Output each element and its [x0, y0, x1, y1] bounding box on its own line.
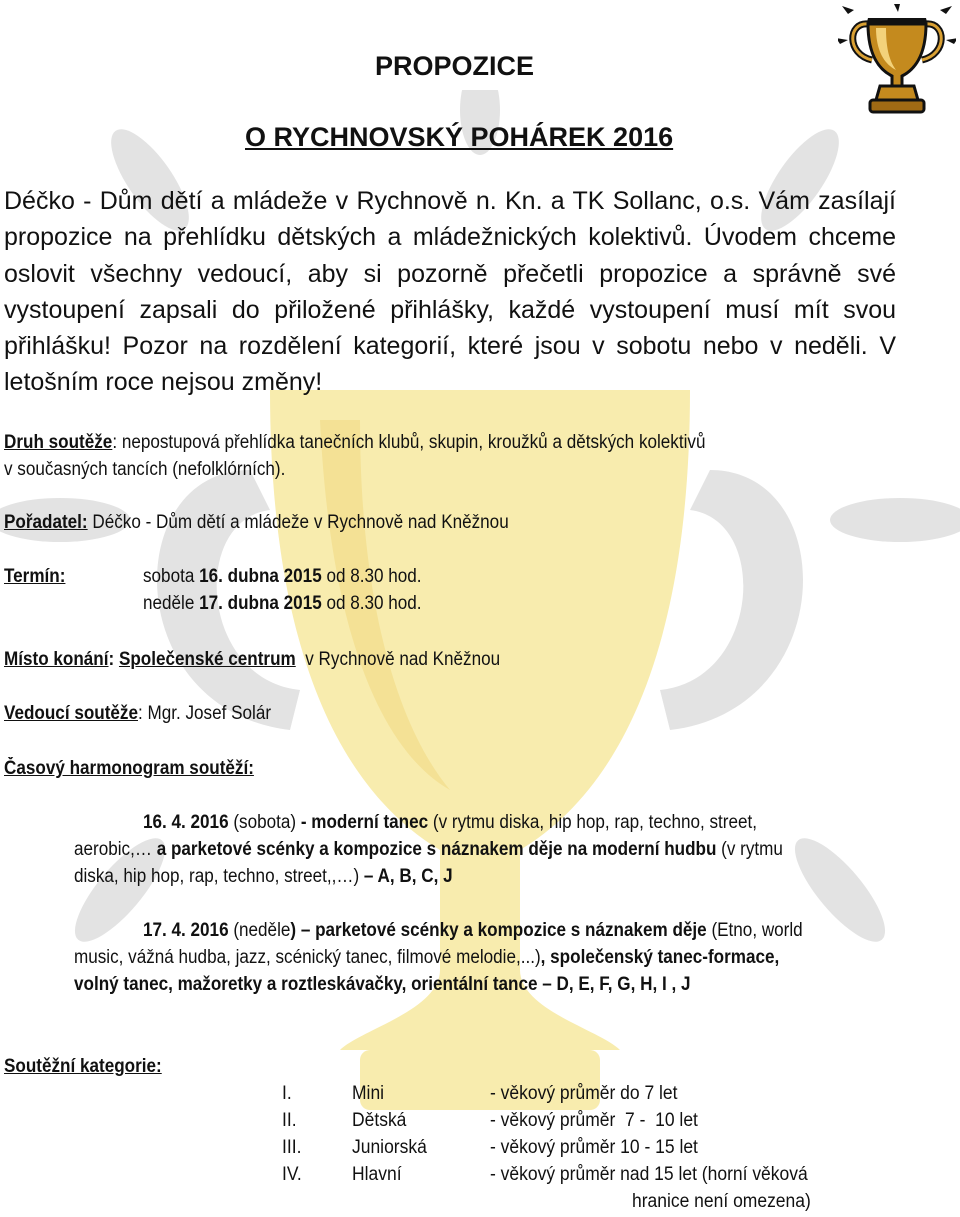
category-name: Mini	[352, 1083, 385, 1104]
vedouci-label: Vedoucí soutěže	[4, 703, 138, 724]
poradatel-text: Déčko - Dům dětí a mládeže v Rychnově nad Kněžnou	[87, 512, 509, 533]
termin-label: Termín:	[4, 566, 66, 587]
category-desc: - věkový průměr 7 - 10 let	[490, 1110, 698, 1131]
misto-label: Místo konání	[4, 649, 109, 670]
trophy-icon	[838, 4, 956, 116]
day1-line-1: 16. 4. 2016 (sobota) - moderní tanec (v rytmu diska, hip hop, rap, techno, street,	[143, 812, 758, 833]
categories-label: Soutěžní kategorie:	[4, 1056, 162, 1077]
day2-line-3: volný tanec, mažoretky a roztleskávačky, orientální tance – D, E, F, G, H, I , J	[74, 974, 691, 995]
category-desc: - věkový průměr nad 15 let (horní věková	[490, 1164, 808, 1185]
vedouci-line: Vedoucí soutěže: Mgr. Josef Solár	[4, 703, 272, 724]
misto-line: Místo konání: Společenské centrum v Rychnově nad Kněžnou	[4, 649, 501, 670]
category-name: Dětská	[352, 1110, 407, 1131]
druh-label: Druh soutěže	[4, 432, 113, 453]
category-desc: - věkový průměr do 7 let	[490, 1083, 678, 1104]
poradatel-label: Pořadatel:	[4, 512, 88, 533]
termin-sunday: neděle 17. dubna 2015 od 8.30 hod.	[143, 593, 422, 614]
day2-line-1: 17. 4. 2016 (neděle) – parketové scénky a kompozice s náznakem děje (Etno, world	[143, 920, 803, 941]
druh-text: : nepostupová přehlídka tanečních klubů, skupin, kroužků a dětských kolektivů	[112, 432, 706, 453]
page-subtitle: O RYCHNOVSKÝ POHÁREK 2016	[245, 122, 674, 152]
page-title: PROPOZICE	[375, 51, 535, 81]
day2-line-2: music, vážná hudba, jazz, scénický tanec, filmové melodie,...), společenský tanec-formace,	[74, 947, 780, 968]
day1-line-3: diska, hip hop, rap, techno, street,,…) – A, B, C, J	[74, 866, 453, 887]
category-num: IV.	[282, 1164, 302, 1185]
category-desc-continuation: hranice není omezena)	[632, 1191, 811, 1212]
druh-line-1	[4, 432, 705, 454]
day1-line-2: aerobic,… a parketové scénky a kompozice s náznakem děje na moderní hudbu (v rytmu	[74, 839, 783, 860]
poradatel-line	[4, 512, 509, 534]
category-name: Hlavní	[352, 1164, 402, 1185]
category-name: Juniorská	[352, 1137, 427, 1158]
category-num: III.	[282, 1137, 302, 1158]
harmonogram-label: Časový harmonogram soutěží:	[4, 758, 254, 779]
druh-line-2: v současných tancích (nefolklórních).	[4, 459, 286, 480]
misto-venue: Společenské centrum	[118, 649, 296, 670]
category-desc: - věkový průměr 10 - 15 let	[490, 1137, 698, 1158]
category-num: I.	[282, 1083, 292, 1104]
intro-paragraph: Déčko - Dům dětí a mládeže v Rychnově n. Kn. a TK Sollanc, o.s. Vám zasílají propozice na přehlídku dětských a mládežnických kolektivů. Úvodem chceme oslovit všechny vedoucí, aby si pozorně přečetli propozice a správně své vystoupení zapsali do přiložené přihlášky, každé vystoupení musí mít svou přihlášku! Pozor na rozdělení kategorií, které jsou v sobotu nebo v neděli. V letošním roce nejsou změny!	[4, 187, 896, 397]
category-num: II.	[282, 1110, 297, 1131]
termin-saturday: sobota 16. dubna 2015 od 8.30 hod.	[143, 566, 422, 587]
